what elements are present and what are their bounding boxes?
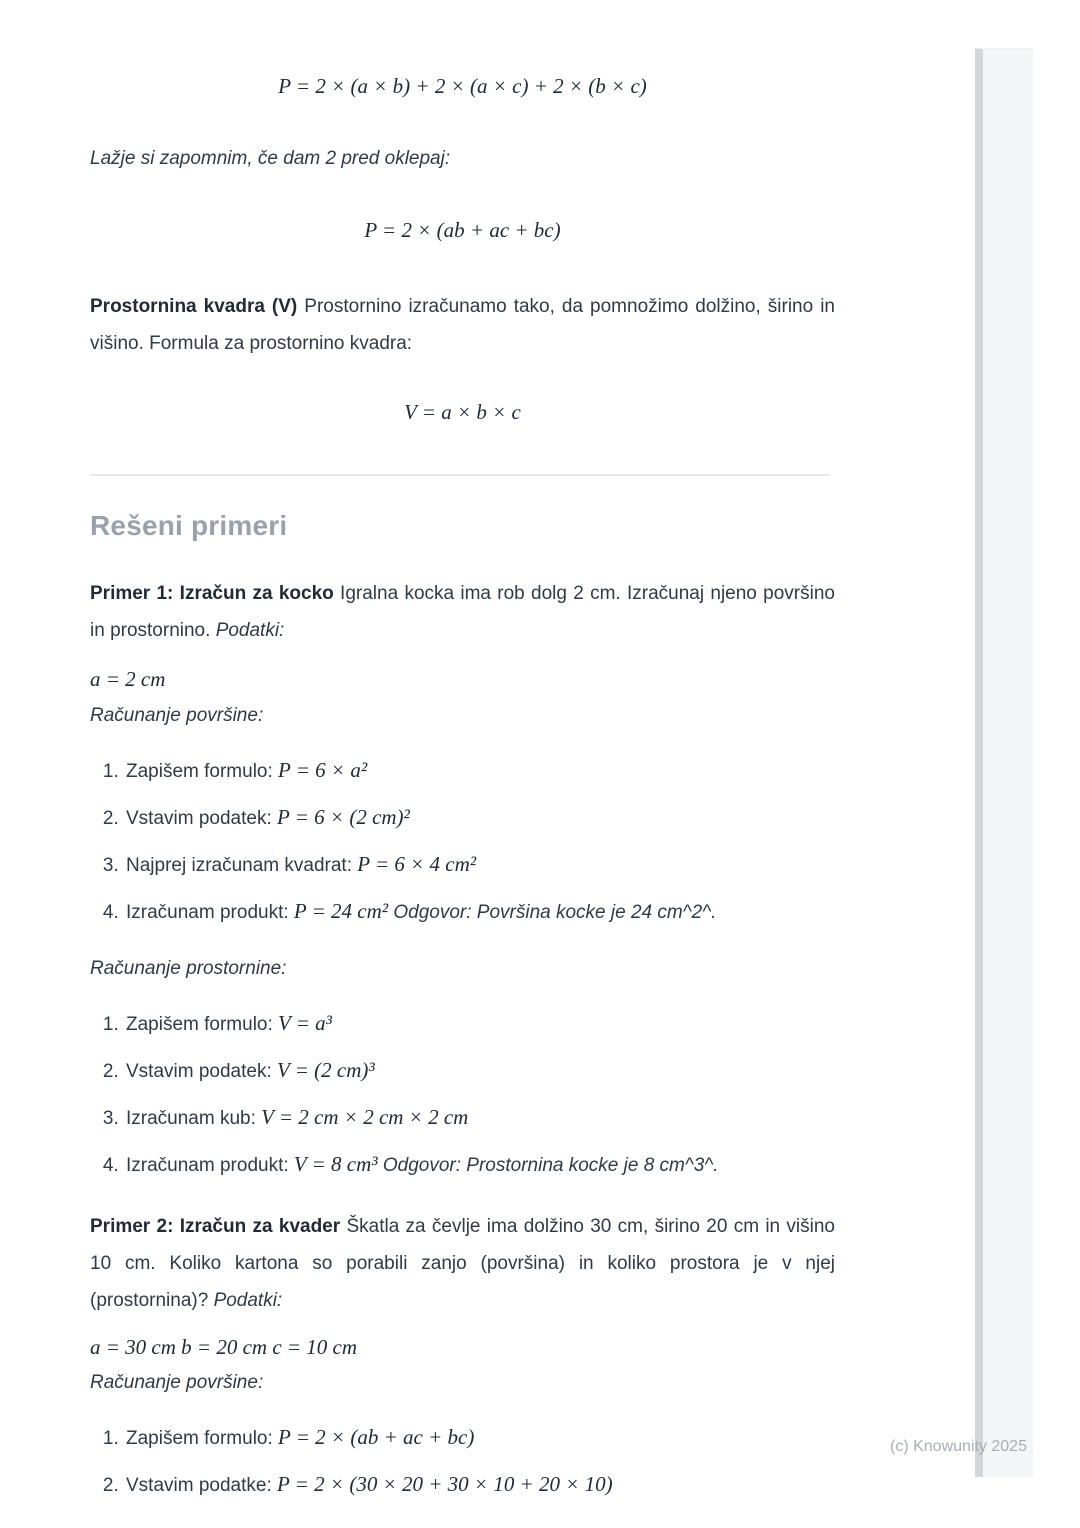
volume-lead-bold: Prostornina kvadra (V) bbox=[90, 296, 298, 317]
primer2-lead-bold: Primer 2: Izračun za kvader bbox=[90, 1216, 341, 1237]
step-label: Vstavim podatke: bbox=[126, 1475, 278, 1496]
step-label: Zapišem formulo: bbox=[126, 1014, 279, 1035]
primer2-data-line: a = 30 cm b = 20 cm c = 10 cm bbox=[90, 1335, 358, 1359]
primer1-volume-label: Računanje prostornine: bbox=[90, 958, 287, 979]
step-math: P = 6 × a² bbox=[278, 758, 368, 782]
scrollbar-track[interactable] bbox=[975, 48, 1033, 1477]
step-math: P = 2 × (30 × 20 + 30 × 10 + 20 × 10) bbox=[277, 1472, 613, 1496]
list-item bbox=[124, 1149, 835, 1181]
primer2-podatki-label: Podatki: bbox=[213, 1290, 283, 1311]
step-math: P = 6 × 4 cm² bbox=[357, 852, 477, 876]
step-label: Izračunam produkt: bbox=[126, 1155, 294, 1176]
list-item bbox=[124, 1422, 835, 1454]
primer2-surface-label: Računanje površine: bbox=[90, 1372, 264, 1393]
scrollbar-thumb[interactable] bbox=[975, 49, 983, 1477]
list-item bbox=[124, 896, 835, 928]
primer1-paragraph bbox=[90, 575, 835, 649]
step-label: Izračunam kub: bbox=[126, 1108, 262, 1129]
step-math: V = a³ bbox=[278, 1011, 332, 1035]
primer1-text: Igralna kocka ima rob dolg 2 cm. Izračunaj njeno površino in prostornino. bbox=[90, 583, 835, 641]
step-label: Zapišem formulo: bbox=[126, 761, 279, 782]
list-item bbox=[124, 1469, 835, 1501]
step-answer: Odgovor: Prostornina kocke je 8 cm^3^. bbox=[377, 1155, 719, 1176]
mnemonic-note: Lažje si zapomnim, če dam 2 pred oklepaj: bbox=[90, 148, 451, 169]
step-math: V = 8 cm³ bbox=[293, 1152, 378, 1176]
primer2-surface-steps bbox=[90, 1422, 835, 1501]
primer1-lead-bold: Primer 1: Izračun za kocko bbox=[90, 583, 334, 604]
formula-surface-short: P = 2 × (ab + ac + bc) bbox=[364, 218, 561, 242]
document-content bbox=[90, 0, 835, 1501]
step-math: V = (2 cm)³ bbox=[277, 1058, 375, 1082]
primer1-surface-steps bbox=[90, 755, 835, 928]
primer2-paragraph bbox=[90, 1208, 835, 1319]
step-label: Izračunam produkt: bbox=[126, 902, 294, 923]
formula-surface-long: P = 2 × (a × b) + 2 × (a × c) + 2 × (b × c) bbox=[278, 74, 647, 98]
step-label: Najprej izračunam kvadrat: bbox=[126, 855, 358, 876]
list-item bbox=[124, 802, 835, 834]
step-math: P = 2 × (ab + ac + bc) bbox=[278, 1425, 475, 1449]
step-label: Vstavim podatek: bbox=[126, 1061, 278, 1082]
list-item bbox=[124, 849, 835, 881]
primer1-podatki-label: Podatki: bbox=[215, 620, 285, 641]
step-answer: Odgovor: Površina kocke je 24 cm^2^. bbox=[388, 902, 717, 923]
primer1-surface-label: Računanje površine: bbox=[90, 705, 264, 726]
primer2-text: Škatla za čevlje ima dolžino 30 cm, širino 20 cm in višino 10 cm. Koliko kartona so porabili zanjo (površina) in koliko prostora je v njej (prostornina)? bbox=[90, 1216, 835, 1311]
primer1-volume-steps bbox=[90, 1008, 835, 1181]
list-item bbox=[124, 1055, 835, 1087]
section-divider bbox=[90, 474, 830, 476]
list-item bbox=[124, 1102, 835, 1134]
list-item bbox=[124, 1008, 835, 1040]
primer1-data-line: a = 2 cm bbox=[90, 667, 166, 691]
section-heading: Rešeni primeri bbox=[90, 510, 288, 541]
volume-paragraph bbox=[90, 288, 835, 362]
volume-paragraph-text: Prostornino izračunamo tako, da pomnožimo dolžino, širino in višino. Formula za prostornino kvadra: bbox=[90, 296, 835, 354]
step-math: P = 24 cm² bbox=[293, 899, 389, 923]
step-math: V = 2 cm × 2 cm × 2 cm bbox=[261, 1105, 469, 1129]
watermark: (c) Knowunity 2025 bbox=[890, 1438, 1027, 1455]
list-item bbox=[124, 755, 835, 787]
step-math: P = 6 × (2 cm)² bbox=[277, 805, 410, 829]
formula-volume: V = a × b × c bbox=[404, 400, 521, 424]
step-label: Vstavim podatek: bbox=[126, 808, 278, 829]
step-label: Zapišem formulo: bbox=[126, 1428, 279, 1449]
